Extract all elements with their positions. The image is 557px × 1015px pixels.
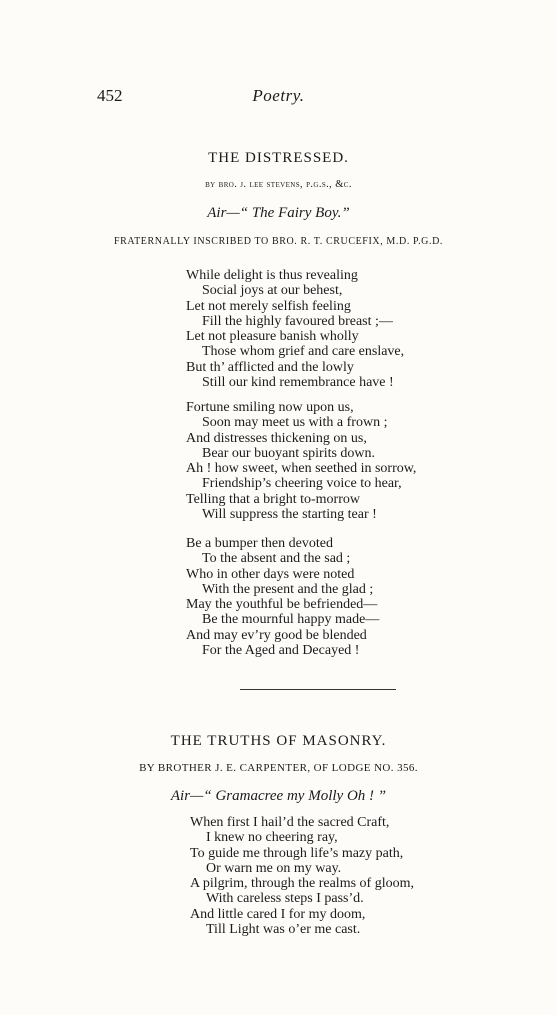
verse-line: While delight is thus revealing — [186, 268, 358, 283]
verse-line: With careless steps I pass’d. — [206, 891, 364, 907]
verse-line: I knew no cheering ray, — [206, 830, 338, 846]
poem-1-dedication: FRATERNALLY INSCRIBED TO BRO. R. T. CRUCEFIX, M.D. P.G.D. — [113, 236, 444, 247]
verse-line: Let not merely selfish feeling — [186, 298, 351, 314]
verse-line: Till Light was o’er me cast. — [206, 922, 361, 938]
poem-1-byline: by bro. j. lee stevens, p.g.s., &c. — [205, 179, 352, 190]
verse-line: Those whom grief and care enslave, — [202, 344, 405, 360]
verse-line: Soon may meet us with a frown ; — [202, 415, 388, 431]
poem-1-stanza-1 — [186, 268, 404, 390]
poem-2-byline: BY BROTHER J. E. CARPENTER, OF LODGE NO. 356. — [139, 762, 418, 774]
verse-line: When first I hail’d the sacred Craft, — [190, 815, 390, 830]
poem-1-title: THE DISTRESSED. — [208, 150, 349, 166]
verse-line: And distresses thickening on us, — [186, 430, 367, 446]
verse-line: Let not pleasure banish wholly — [186, 329, 359, 345]
poem-1-stanza-2 — [186, 400, 416, 522]
poem-1-stanza-3 — [186, 536, 379, 658]
verse-line: Be a bumper then devoted — [186, 536, 333, 551]
poem-1-air: Air—“ The Fairy Boy.” — [207, 205, 350, 221]
poem-2-title: THE TRUTHS OF MASONRY. — [170, 733, 387, 749]
verse-line: Fortune smiling now upon us, — [186, 400, 354, 415]
verse-line: And may ev’ry good be blended — [186, 627, 367, 643]
verse-line: But th’ afflicted and the lowly — [186, 359, 354, 375]
poem-2-stanza-1 — [190, 815, 414, 937]
verse-line: For the Aged and Decayed ! — [202, 643, 360, 659]
running-title: Poetry. — [252, 86, 305, 105]
verse-line: With the present and the glad ; — [202, 581, 374, 597]
verse-line: Telling that a bright to-morrow — [186, 491, 360, 507]
verse-line: May the youthful be befriended— — [186, 597, 378, 613]
page-number: 452 — [97, 86, 123, 105]
verse-line: Ah ! how sweet, when seethed in sorrow, — [186, 461, 417, 477]
verse-line: To guide me through life’s mazy path, — [190, 845, 404, 861]
verse-line: To the absent and the sad ; — [202, 551, 351, 567]
verse-line: Friendship’s cheering voice to hear, — [202, 476, 402, 492]
verse-line: Will suppress the starting tear ! — [202, 507, 377, 523]
verse-line: And little cared I for my doom, — [190, 906, 366, 922]
verse-line: Fill the highly favoured breast ;— — [202, 313, 393, 329]
poem-2-air: Air—“ Gramacree my Molly Oh ! ” — [170, 788, 387, 804]
verse-line: Bear our buoyant spirits down. — [202, 445, 376, 461]
section-divider — [240, 689, 396, 690]
verse-line: Or warn me on my way. — [206, 860, 342, 876]
verse-line: Who in other days were noted — [186, 566, 355, 582]
verse-line: Be the mournful happy made— — [202, 612, 380, 628]
verse-line: Still our kind remembrance have ! — [202, 375, 394, 391]
verse-line: Social joys at our behest, — [202, 283, 343, 299]
verse-line: A pilgrim, through the realms of gloom, — [190, 876, 414, 892]
